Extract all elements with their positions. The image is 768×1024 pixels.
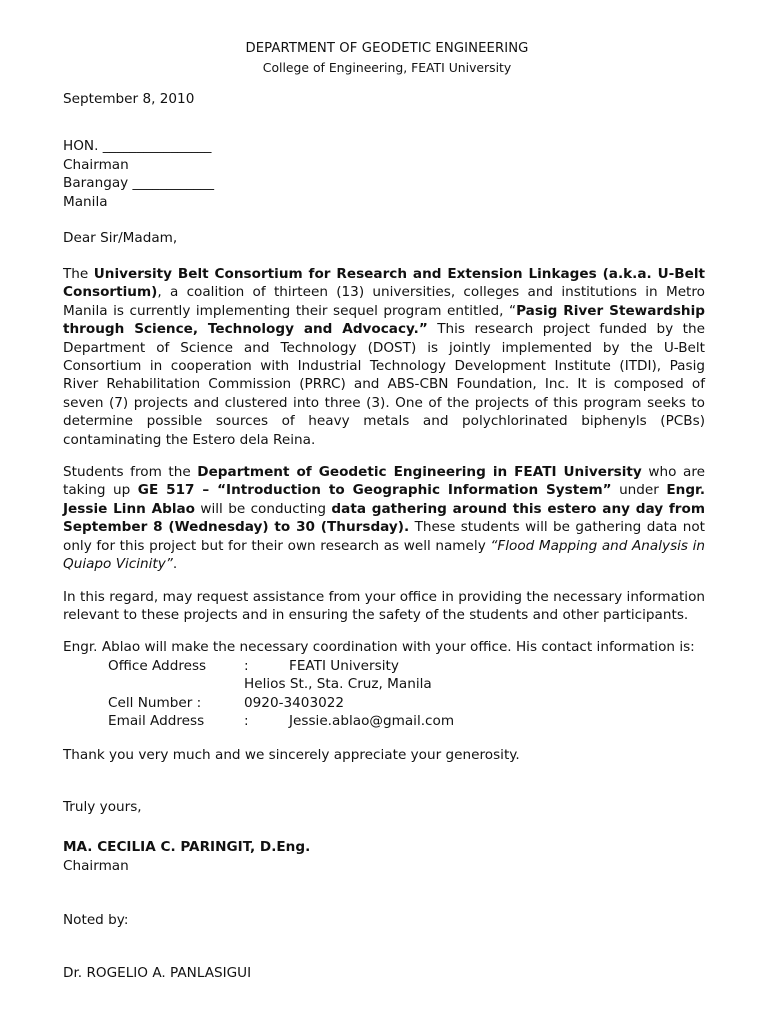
noted-by: Noted by: [63,911,129,928]
text-run: The [63,266,94,282]
recipient-line: HON. ________________ [63,138,212,154]
text-run: , a coalition of thirteen (13) universities, colleges and institutions in Metro Manila is currently implementing their sequel program entitled, “ [63,284,705,319]
cell-number-value: 0920-3403022 [244,694,345,711]
bold-run: data gathering around this estero any day from September 8 (Wednesday) to 30 (Thursday). [63,500,706,536]
italic-run: “Flood Mapping and Analysis in Quiapo Vicinity” [63,537,706,573]
bold-run: Department of Geodetic Engineering in FEATI University [197,464,642,481]
thanks-line: Thank you very much and we sincerely appreciate your generosity. [63,746,520,763]
contact-row-office-2 [108,675,705,694]
body-paragraph-3: In this regard, may request assistance from your office in providing the necessary information relevant to these projects and in ensuring the safety of the students and other participants. [63,588,705,623]
recipient-line: Barangay ____________ [63,175,215,191]
contact-row-email [108,712,705,731]
bold-run: GE 517 – “Introduction to Geographic Information System” [137,482,612,499]
signature-block [63,838,705,876]
signer-name: MA. CECILIA C. PARINGIT, D.Eng. [63,838,311,855]
recipient-line: Chairman [63,156,129,173]
contact-info [108,657,705,731]
closing: Truly yours, [63,798,142,815]
text-run: under [611,482,667,499]
office-address-colon: : [244,657,249,674]
bold-run: Engr. Jessie Linn Ablao [63,482,705,517]
body-paragraph-2 [63,463,705,573]
recipient-block [63,137,705,211]
cell-number-label: Cell Number : [108,694,202,711]
college-name: College of Engineering, FEATI University [262,60,512,75]
department-name: DEPARTMENT OF GEODETIC ENGINEERING [245,41,529,56]
text-run: . [172,556,178,573]
bold-run: Pasig River Stewardship through Science, Technology and Advocacy.” [63,302,705,338]
body-paragraph-4: Engr. Ablao will make the necessary coordination with your office. His contact information is: [63,639,695,656]
email-address-value: Jessie.ablao@gmail.com [289,713,455,730]
salutation: Dear Sir/Madam, [63,230,178,246]
text-run: who are taking up [63,464,705,499]
office-address-label: Office Address [108,657,207,674]
email-address-colon: : [244,713,249,730]
letter-page [63,40,705,982]
letterhead [69,40,705,77]
recipient-line: Manila [63,193,108,210]
text-run: This research project funded by the Department of Science and Technology (DOST) is jointly implemented by the U-Belt Consortium in cooperation with Industrial Technology Development Institute (ITDI), Pasig River Rehabilitation Commission (PRRC) and ABS-CBN Foundation, Inc. It is composed of seven (7) projects and clustered into three (3). One of the projects of this program seeks to determine possible sources of heavy metals and polychlorinated biphenyls (PCBs) contaminating the Estero dela Reina. [63,321,705,448]
contact-row-cell [108,694,705,713]
text-run: Students from the [63,464,198,481]
text-run: will be conducting [195,500,332,517]
contact-row-office [108,657,705,676]
text-run: These students will be gathering data not only for this project but for their own research as well namely [63,519,705,554]
letter-date: September 8, 2010 [63,91,195,107]
noter-name: Dr. ROGELIO A. PANLASIGUI [63,964,252,981]
email-address-label: Email Address [108,713,205,730]
body-paragraph-1 [63,265,705,449]
signer-title: Chairman [63,857,129,874]
office-address-value: FEATI University [289,657,399,674]
bold-run: University Belt Consortium for Research and Extension Linkages (a.k.a. U-Belt Consortium) [63,266,705,301]
office-address-street: Helios St., Sta. Cruz, Manila [244,676,432,693]
